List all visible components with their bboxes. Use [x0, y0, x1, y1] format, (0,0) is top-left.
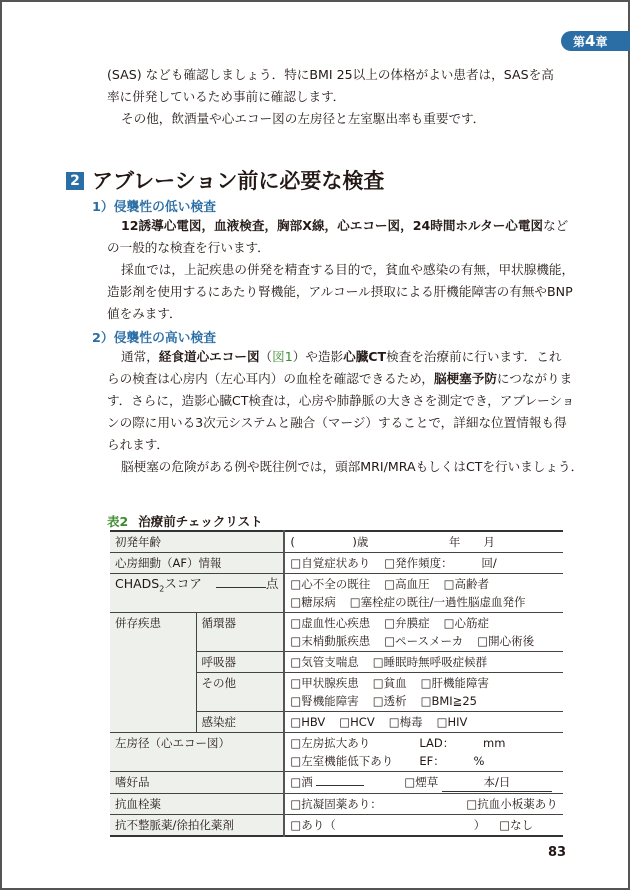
- subscript: 2: [159, 584, 165, 594]
- table-label: 表2: [107, 514, 129, 529]
- text: （: [259, 349, 273, 364]
- checkbox-option[interactable]: □酒: [290, 775, 313, 789]
- checkbox-option[interactable]: □糖尿病: [290, 595, 336, 609]
- text-line: ンの際に用いる3次元システムと融合（マージ）することで，詳細な位置情報も得: [107, 415, 567, 430]
- table-row: [110, 815, 563, 837]
- subsection-title: 1）侵襲性の低い検査: [92, 200, 217, 215]
- subsection-title: 2）侵襲性の高い検査: [92, 331, 217, 346]
- text: らの検査は心房内（左心耳内）の血栓を確認できるため，: [107, 371, 434, 386]
- figure-link[interactable]: 図1: [272, 349, 293, 364]
- section-number: 2: [66, 172, 84, 190]
- row-label: 抗血栓薬: [110, 794, 284, 815]
- table-title: 治療前チェックリスト: [138, 514, 263, 529]
- checkbox-option[interactable]: □抗凝固薬あり：: [290, 797, 382, 811]
- table-row: [110, 574, 563, 613]
- checkbox-option[interactable]: □虚血性心疾患: [290, 616, 371, 630]
- checkbox-option[interactable]: □HCV: [339, 715, 375, 729]
- checkbox-option[interactable]: □肝機能障害: [420, 676, 489, 690]
- checkbox-option[interactable]: □BMI≧25: [420, 694, 477, 708]
- row-label: 併存疾患: [110, 613, 196, 733]
- row-value: ( )歳 年 月: [284, 531, 562, 553]
- sub-label: 呼吸器: [196, 652, 284, 673]
- text: につながりま: [496, 371, 573, 386]
- bold-text: 経食道心エコー図: [158, 349, 260, 364]
- sub-label: 感染症: [196, 712, 284, 733]
- text-line: 造影剤を使用するにあたり腎機能，アルコール摂取による肝機能障害の有無やBNP: [107, 284, 573, 299]
- page-number: 83: [548, 845, 567, 860]
- checkbox-option[interactable]: □あり（ ）: [290, 818, 486, 832]
- table-caption: [107, 512, 263, 530]
- sub1-paragraph: [107, 215, 575, 325]
- checkbox-option[interactable]: □HBV: [290, 715, 326, 729]
- table-row: [110, 553, 563, 574]
- checkbox-option[interactable]: □開心術後: [477, 634, 535, 648]
- sub-label: 循環器: [196, 613, 284, 652]
- text-line: 脳梗塞の危険がある例や既往例では，頭部MRI/MRAもしくはCTを行いましょう．: [121, 459, 584, 474]
- checkbox-option[interactable]: □左室機能低下あり: [290, 754, 394, 768]
- bold-text: 心臓CT: [343, 349, 387, 364]
- checkbox-option[interactable]: □高齢者: [443, 577, 489, 591]
- row-label: 心房細動（AF）情報: [110, 553, 284, 574]
- table-row: [110, 794, 563, 815]
- chapter-tab: [561, 31, 630, 51]
- text-line: 採血では，上記疾患の併発を精査する目的で，貧血や感染の有無，甲状腺機能，: [121, 262, 575, 277]
- text-line: の一般的な検査を行います．: [107, 240, 270, 255]
- checkbox-option[interactable]: □自覚症状あり: [290, 556, 371, 570]
- checklist-table: [110, 530, 563, 837]
- checkbox-option[interactable]: □左房拡大あり: [290, 736, 371, 750]
- unit: 点: [265, 576, 279, 591]
- section-heading: [66, 168, 384, 194]
- text-line: す．さらに，造影心臓CT検査は，心房や肺静脈の大きさを測定でき，アブレーショ: [107, 393, 575, 408]
- checkbox-option[interactable]: □梅毒: [388, 715, 423, 729]
- sub2-paragraph: [107, 346, 584, 478]
- checkbox-option[interactable]: □HIV: [436, 715, 468, 729]
- text-line: その他，飲酒量や心エコー図の左房径と左室駆出率も重要です．: [121, 111, 486, 126]
- text-line: (SAS) なども確認しましょう．特にBMI 25以上の体格がよい患者は，SASを高: [107, 67, 554, 82]
- checkbox-option[interactable]: □塞栓症の既往/一過性脳虚血発作: [349, 595, 526, 609]
- checkbox-option[interactable]: □高血圧: [384, 577, 430, 591]
- checkbox-option[interactable]: □腎機能障害: [290, 694, 359, 708]
- chapter-number: 4: [585, 32, 596, 50]
- checkbox-option[interactable]: □貧血: [372, 676, 407, 690]
- bold-text: 脳梗塞予防: [433, 371, 497, 386]
- text-line: 値をみます．: [107, 306, 182, 321]
- label-text: CHADS: [115, 576, 160, 591]
- sub-label: その他: [196, 673, 284, 712]
- checkbox-option[interactable]: □睡眠時無呼吸症候群: [372, 655, 488, 669]
- checkbox-option[interactable]: □末梢動脈疾患: [290, 634, 371, 648]
- text: 検査を治療前に行います．これ: [386, 349, 562, 364]
- row-label: 左房径（心エコー図）: [110, 733, 284, 772]
- checkbox-option[interactable]: □透析: [372, 694, 407, 708]
- lad-field[interactable]: LAD： mm: [419, 736, 506, 750]
- checkbox-option[interactable]: □煙草: [404, 775, 439, 789]
- checkbox-option[interactable]: □気管支喘息: [290, 655, 359, 669]
- score-blank[interactable]: [216, 576, 266, 588]
- checkbox-option[interactable]: □ペースメーカ: [384, 634, 464, 648]
- intro-paragraph: [107, 64, 567, 130]
- checkbox-option[interactable]: □なし: [499, 818, 534, 832]
- cigarettes-per-day-field[interactable]: 本/日: [442, 773, 552, 792]
- checkbox-option[interactable]: □抗血小板薬あり: [466, 797, 558, 811]
- checkbox-option[interactable]: □心筋症: [443, 616, 489, 630]
- checkbox-option[interactable]: □弁膜症: [384, 616, 430, 630]
- chapter-suffix: 章: [595, 35, 608, 49]
- text: 通常，: [121, 349, 159, 364]
- bold-text: 12誘導心電図，血液検査，胸部X線，心エコー図，24時間ホルター心電図: [121, 218, 544, 233]
- alcohol-blank[interactable]: [316, 774, 364, 786]
- text-line: られます．: [107, 437, 169, 452]
- row-label: 嗜好品: [110, 772, 284, 794]
- ef-field[interactable]: EF： %: [419, 754, 485, 768]
- section-title: アブレーション前に必要な検査: [92, 169, 385, 193]
- text-line: 率に併発しているため事前に確認します．: [107, 89, 346, 104]
- table-row: [110, 772, 563, 794]
- row-label: [110, 574, 284, 613]
- row-label: 抗不整脈薬/徐拍化薬剤: [110, 815, 284, 837]
- checkbox-option[interactable]: □発作頻度： 回/: [384, 556, 497, 570]
- checkbox-option[interactable]: □甲状腺疾患: [290, 676, 359, 690]
- table-row: [110, 733, 563, 772]
- table-row: [110, 613, 563, 652]
- checkbox-option[interactable]: □心不全の既往: [290, 577, 371, 591]
- label-text: スコア: [164, 576, 202, 591]
- row-label: 初発年齢: [110, 531, 284, 553]
- chapter-prefix: 第: [573, 35, 586, 49]
- table-row: [110, 531, 563, 553]
- text: ）や造影: [292, 349, 344, 364]
- text: など: [543, 218, 569, 233]
